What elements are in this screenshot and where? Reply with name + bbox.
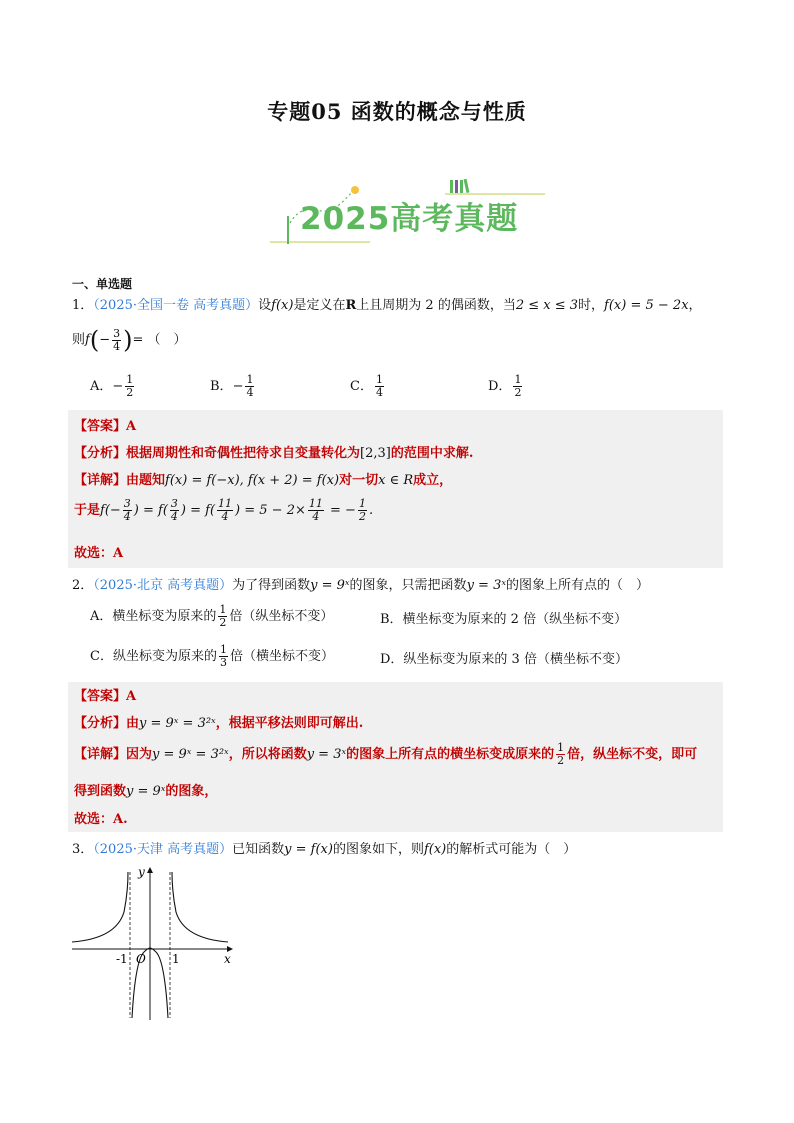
q3-stem: 3．（2025·天津 高考真题）已知函数y = f(x)的图象如下，则f(x)的解析式可能为（ ） [72, 842, 577, 857]
q2-source: （2025·北京 高考真题） [93, 578, 233, 593]
q2-option-b[interactable]: B．横坐标变为原来的 2 倍（纵坐标不变） [380, 612, 628, 627]
q1-final: 故选：A [74, 546, 124, 561]
q2-option-d[interactable]: D．纵坐标变为原来的 3 倍（横坐标不变） [380, 652, 628, 667]
q2-analysis: 【分析】由y = 9ˣ = 3²ˣ，根据平移法则即可解出. [74, 716, 364, 731]
q1-stem: 1．（2025·全国一卷 高考真题）设f(x)是定义在R上且周期为 2 的偶函数，当2 ≤ x ≤ 3时，f(x) = 5 − 2x， [72, 298, 702, 313]
x-axis-label: x [224, 952, 231, 966]
q2-option-c[interactable]: C．纵坐标变为原来的 $\frac{1}{3}$ 倍（横坐标不变） [90, 643, 334, 669]
curve-left-branch [72, 872, 128, 942]
tick-label-neg1: -1 [116, 952, 128, 966]
books-icon [450, 179, 469, 193]
y-axis-label: y [138, 865, 145, 879]
q1-answer-box [68, 410, 723, 568]
section-heading: 一、单选题 [72, 277, 133, 291]
q2-stem: 2．（2025·北京 高考真题）为了得到函数y = 9ˣ的图象，只需把函数y = 3ˣ的图象上所有点的（ ） [72, 578, 649, 593]
q2-detail: 【详解】因为y = 9ˣ = 3²ˣ，所以将函数y = 3ˣ的图象上所有点的横坐标变成原来的 $\frac{1}{2}$ 倍，纵坐标不变，即可 [74, 741, 698, 767]
q2-detail-line2: 得到函数y = 9ˣ的图象， [74, 784, 218, 799]
curve-right-branch [172, 872, 228, 942]
q1-option-b[interactable]: B．− $\frac{1}{4}$ [210, 373, 254, 399]
q3-source: （2025·天津 高考真题） [93, 842, 233, 857]
q3-function-graph [68, 862, 240, 1022]
q2-option-a[interactable]: A．横坐标变为原来的 $\frac{1}{2}$ 倍（纵坐标不变） [90, 603, 334, 629]
q1-detail: 【详解】由题知f(x) = f(−x), f(x + 2) = f(x)对一切x ∈ R成立， [74, 473, 453, 488]
q2-answer-box [68, 682, 723, 832]
q1-option-c[interactable]: C． $\frac{1}{4}$ [350, 373, 383, 399]
page-title: 专题05 函数的概念与性质 [267, 99, 527, 124]
origin-label: O [136, 952, 146, 966]
q1-analysis: 【分析】根据周期性和奇偶性把待求自变量转化为[2,3]的范围中求解. [74, 446, 474, 461]
q1-stem-line2: 则f(− $\frac{3}{4}$ )= （ ） [72, 326, 187, 354]
tick-label-1: 1 [172, 952, 180, 966]
q1-answer: 【答案】A [74, 419, 137, 434]
q1-option-d[interactable]: D． $\frac{1}{2}$ [488, 373, 522, 399]
q1-source: （2025·全国一卷 高考真题） [93, 298, 259, 313]
q2-final: 故选：A. [74, 812, 128, 827]
q2-answer: 【答案】A [74, 689, 137, 704]
q1-option-a[interactable]: A．− $\frac{1}{2}$ [90, 373, 134, 399]
banner-title: 2025高考真题 [300, 201, 519, 237]
q1-detail-calc: 于是f(− $\frac{3}{4}$ ) = f( $\frac{3}{4}$ ) = f( $\frac{11}{4}$ ) = 5 − 2× $\frac{11}{4}$ = − $\frac{1}{2}$ . [74, 497, 374, 523]
